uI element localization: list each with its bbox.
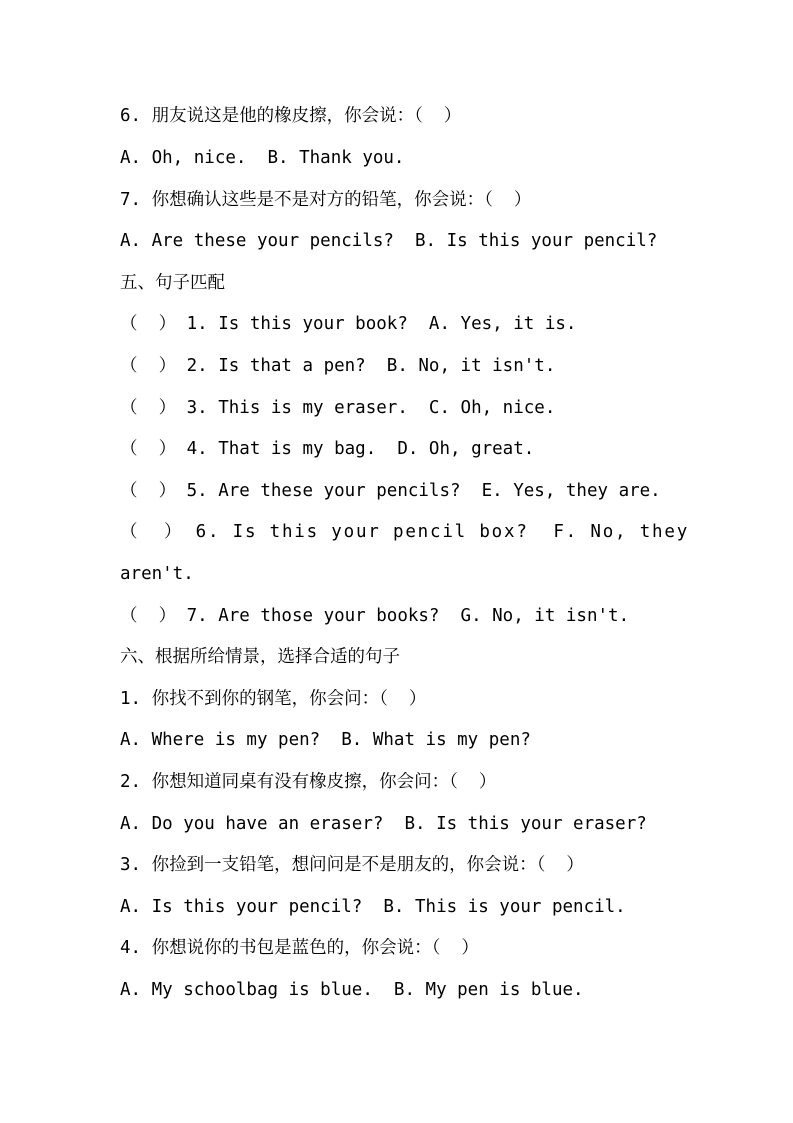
match-item-5: （ ） 5. Are these your pencils? E. Yes, they are. xyxy=(120,481,661,501)
situation-3: 3. 你捡到一支铅笔，想问问是不是朋友的，你会说：（ ） xyxy=(120,855,584,875)
match-item-3: （ ） 3. This is my eraser. C. Oh, nice. xyxy=(120,398,556,418)
situation-2: 2. 你想知道同桌有没有橡皮擦，你会问：（ ） xyxy=(120,772,497,792)
match-item-6-continuation: aren't. xyxy=(120,564,194,584)
situation-1-options: A. Where is my pen? B. What is my pen? xyxy=(120,730,531,750)
question-7: 7. 你想确认这些是不是对方的铅笔，你会说：（ ） xyxy=(120,190,532,210)
situation-4: 4. 你想说你的书包是蓝色的，你会说：（ ） xyxy=(120,938,479,958)
question-6-options: A. Oh, nice. B. Thank you. xyxy=(120,148,405,168)
match-item-1: （ ） 1. Is this your book? A. Yes, it is. xyxy=(120,314,577,334)
situation-4-options: A. My schoolbag is blue. B. My pen is blue. xyxy=(120,980,584,1000)
situation-2-options: A. Do you have an eraser? B. Is this your eraser? xyxy=(120,814,647,834)
question-6: 6. 朋友说这是他的橡皮擦，你会说：（ ） xyxy=(120,106,462,126)
section-5-heading: 五、句子匹配 xyxy=(120,273,225,293)
section-6-heading: 六、根据所给情景，选择合适的句子 xyxy=(120,647,400,667)
match-item-2: （ ） 2. Is that a pen? B. No, it isn't. xyxy=(120,356,556,376)
match-item-6: （ ） 6. Is this your pencil box? F. No, they xyxy=(120,522,690,542)
match-item-7: （ ） 7. Are those your books? G. No, it isn't. xyxy=(120,606,630,626)
situation-1: 1. 你找不到你的钢笔，你会问：（ ） xyxy=(120,689,427,709)
match-item-4: （ ） 4. That is my bag. D. Oh, great. xyxy=(120,439,535,459)
question-7-options: A. Are these your pencils? B. Is this your pencil? xyxy=(120,231,658,251)
situation-3-options: A. Is this your pencil? B. This is your pencil. xyxy=(120,897,626,917)
